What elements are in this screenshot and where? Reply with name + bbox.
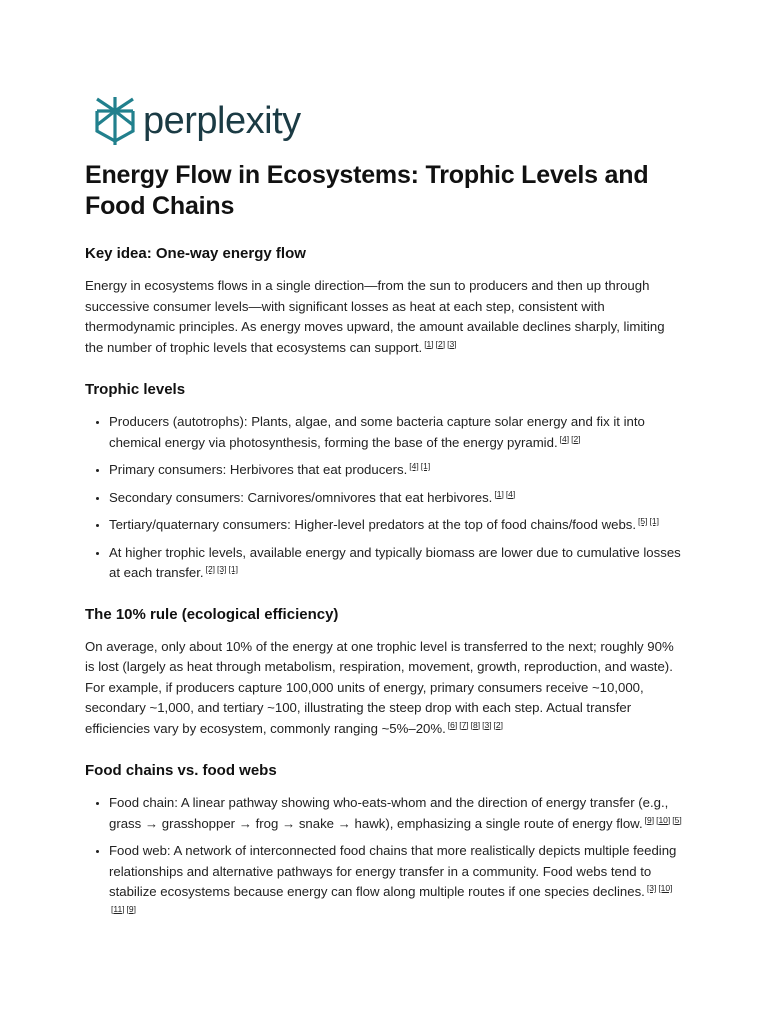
citation-link[interactable]: [1] — [420, 461, 431, 471]
list-item-text: Secondary consumers: Carnivores/omnivores that eat herbivores. — [109, 489, 493, 505]
citation-refs — [558, 434, 581, 444]
citation-link[interactable]: [3] — [447, 338, 457, 349]
list-item — [109, 793, 685, 834]
citation-link[interactable]: [2] — [571, 433, 581, 444]
list-item — [109, 460, 685, 481]
citation-link[interactable]: [6] — [447, 719, 458, 730]
citation-refs — [446, 720, 503, 730]
article — [85, 160, 685, 944]
list-item-text: Food web: A network of interconnected food chains that more realistically depicts multiple feeding relationships and alternative pathways for energy transfer in a community. Food webs tend to stabilize ecosystems because energy can flow along multiple routes if one species declines. — [109, 843, 677, 899]
brand-name: perplexity — [143, 100, 301, 142]
section-heading-trophic-levels: Trophic levels — [85, 381, 186, 398]
list-item-text: Food chain: A linear pathway showing who-eats-whom and the direction of energy transfer (e.g., grass → grasshopper → frog → snake → hawk), emphasizing a single route of energy flow. — [109, 795, 669, 831]
citation-refs — [492, 489, 515, 499]
citation-link[interactable]: [1] — [228, 564, 238, 574]
citation-refs — [636, 516, 659, 526]
list-item — [109, 841, 685, 923]
list-item — [109, 412, 685, 453]
citation-link[interactable]: [9] — [644, 814, 655, 825]
citation-refs — [422, 339, 456, 349]
paragraph-text: On average, only about 10% of the energy at one trophic level is transferred to the next; roughly 90% is lost (largely as heat through metabolism, respiration, movement, growth, reproduction, and waste). For example, if producers capture 100,000 units of energy, primary consumers receive ~10,000, secondary ~1,000, and tertiary ~100, illustrating the steep drop with each step. Actual transfer efficiencies vary by ecosystem, commonly ranging ~5%–20%. — [85, 638, 674, 736]
list-item — [109, 543, 685, 584]
citation-refs — [643, 815, 682, 825]
citation-link[interactable]: [4] — [559, 433, 570, 444]
list-item — [109, 488, 685, 509]
citation-link[interactable]: [10] — [658, 883, 673, 893]
perplexity-logo-icon — [93, 95, 137, 147]
citation-link[interactable]: [10] — [656, 814, 671, 825]
citation-link[interactable]: [9] — [126, 903, 136, 914]
citation-link[interactable]: [5] — [638, 516, 648, 526]
list-item-text: Primary consumers: Herbivores that eat producers. — [109, 462, 408, 477]
section-heading-food-chains-webs: Food chains vs. food webs — [85, 762, 277, 779]
ten-percent-rule-paragraph — [85, 637, 685, 740]
citation-link[interactable]: [3] — [482, 719, 492, 730]
list-item — [109, 515, 685, 536]
citation-link[interactable]: [2] — [435, 338, 446, 349]
food-chains-webs-list — [85, 793, 685, 923]
list-item-text: Tertiary/quaternary consumers: Higher-level predators at the top of food chains/food webs. — [109, 517, 637, 532]
citation-link[interactable]: [2] — [493, 719, 504, 730]
citation-link[interactable]: [5] — [672, 814, 682, 825]
citation-link[interactable]: [3] — [217, 564, 227, 574]
citation-refs — [407, 461, 430, 471]
citation-link[interactable]: [7] — [459, 719, 469, 730]
key-idea-paragraph — [85, 276, 685, 358]
citation-link[interactable]: [3] — [646, 883, 657, 893]
citation-link[interactable]: [8] — [470, 719, 481, 730]
section-heading-ten-percent-rule: The 10% rule (ecological efficiency) — [85, 605, 339, 623]
list-item-text: Producers (autotrophs): Plants, algae, and some bacteria capture solar energy and fix it into chemical energy via photosynthesis, forming the base of the energy pyramid. — [109, 414, 645, 450]
citation-link[interactable]: [1] — [424, 338, 434, 349]
page-title: Energy Flow in Ecosystems: Trophic Levels and Food Chains — [85, 161, 649, 220]
citation-link[interactable]: [2] — [205, 564, 216, 574]
citation-link[interactable]: [11] — [111, 903, 125, 914]
citation-link[interactable]: [4] — [505, 488, 516, 499]
section-heading-key-idea: Key idea: One-way energy flow — [85, 245, 306, 262]
list-item-text: At higher trophic levels, available energy and typically biomass are lower due to cumulative losses at each transfer. — [109, 544, 681, 580]
paragraph-text: Energy in ecosystems flows in a single direction—from the sun to producers and then up through successive consumer levels—with significant losses as heat at each step, consistent with thermodynamic principles. As energy moves upward, the amount available declines sharply, limiting the number of trophic levels that ecosystems can support. — [85, 278, 665, 355]
perplexity-logo — [93, 93, 301, 149]
trophic-levels-list — [85, 412, 685, 584]
citation-link[interactable]: [1] — [649, 516, 659, 526]
citation-link[interactable]: [4] — [409, 461, 419, 471]
citation-link[interactable]: [1] — [494, 488, 504, 499]
citation-refs — [204, 564, 238, 574]
